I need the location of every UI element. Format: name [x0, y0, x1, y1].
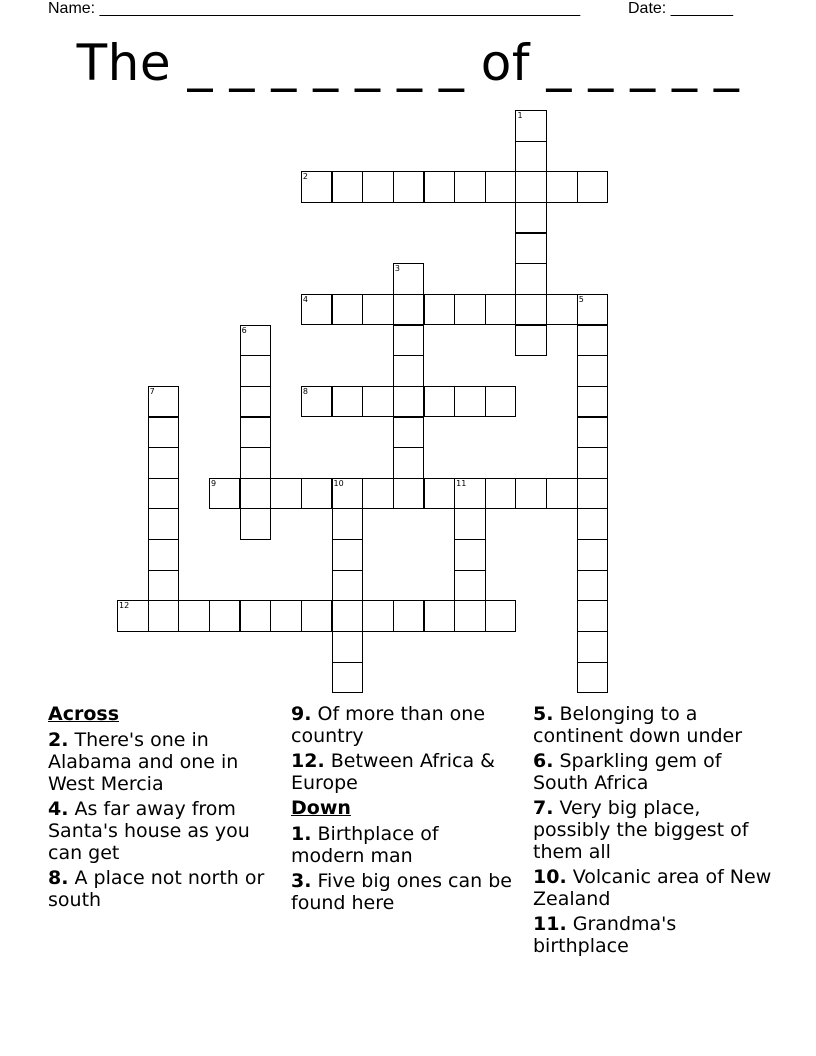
- grid-cell[interactable]: [301, 478, 333, 510]
- clue-number: 4.: [48, 798, 69, 820]
- grid-cell-number: 5: [578, 294, 584, 304]
- grid-cell[interactable]: [454, 539, 486, 571]
- clue-down-6: [533, 750, 773, 794]
- name-field-label: Name: ______________________________________________________: [48, 0, 581, 17]
- down-heading: Down: [291, 797, 351, 819]
- grid-cell[interactable]: [515, 233, 547, 265]
- grid-cell[interactable]: [332, 600, 364, 632]
- grid-cell[interactable]: [577, 355, 609, 387]
- grid-cell[interactable]: [515, 110, 547, 142]
- date-field-label: Date: _______: [628, 0, 733, 17]
- grid-cell[interactable]: [301, 386, 333, 418]
- grid-cell[interactable]: [148, 600, 180, 632]
- grid-cell[interactable]: [393, 355, 425, 387]
- grid-cell[interactable]: [332, 478, 364, 510]
- clue-number: 6.: [533, 750, 554, 772]
- grid-cell[interactable]: [577, 386, 609, 418]
- grid-cell[interactable]: [546, 171, 578, 203]
- grid-cell[interactable]: [332, 662, 364, 694]
- grid-cell[interactable]: [270, 478, 302, 510]
- clue-across-8: [48, 867, 273, 911]
- clue-number: 3.: [291, 870, 312, 892]
- grid-cell[interactable]: [332, 570, 364, 602]
- grid-cell[interactable]: [546, 478, 578, 510]
- grid-cell[interactable]: [148, 417, 180, 449]
- grid-cell[interactable]: [577, 417, 609, 449]
- clue-across-4: [48, 798, 273, 864]
- clue-across-12: [291, 750, 516, 794]
- grid-cell[interactable]: [424, 600, 456, 632]
- grid-cell[interactable]: [332, 294, 364, 326]
- grid-cell[interactable]: [485, 600, 517, 632]
- grid-cell[interactable]: [209, 478, 241, 510]
- grid-cell[interactable]: [515, 202, 547, 234]
- grid-cell[interactable]: [577, 447, 609, 479]
- grid-cell[interactable]: [148, 508, 180, 540]
- grid-cell[interactable]: [424, 294, 456, 326]
- grid-cell-number: 11: [456, 478, 467, 488]
- grid-cell[interactable]: [332, 539, 364, 571]
- clue-text: Grandma's birthplace: [533, 913, 677, 957]
- grid-cell[interactable]: [577, 294, 609, 326]
- clue-across-9: [291, 703, 516, 747]
- grid-cell-number: 10: [333, 478, 344, 488]
- clue-down-1: [291, 823, 516, 867]
- grid-cell[interactable]: [393, 600, 425, 632]
- grid-cell[interactable]: [362, 478, 394, 510]
- grid-cell[interactable]: [209, 600, 241, 632]
- clue-text: Between Africa & Europe: [291, 750, 495, 794]
- grid-cell[interactable]: [240, 325, 272, 357]
- grid-cell[interactable]: [515, 294, 547, 326]
- grid-cell[interactable]: [393, 171, 425, 203]
- grid-cell[interactable]: [332, 631, 364, 663]
- clues-column-3: [533, 703, 773, 960]
- clue-text: Five big ones can be found here: [291, 870, 512, 914]
- grid-cell[interactable]: [362, 171, 394, 203]
- clue-number: 2.: [48, 729, 69, 751]
- grid-cell[interactable]: [454, 294, 486, 326]
- grid-cell[interactable]: [515, 141, 547, 173]
- clue-text: Belonging to a continent down under: [533, 703, 743, 747]
- grid-cell[interactable]: [577, 478, 609, 510]
- grid-cell[interactable]: [393, 447, 425, 479]
- grid-cell[interactable]: [454, 478, 486, 510]
- clue-text: Sparkling gem of South Africa: [533, 750, 722, 794]
- grid-cell[interactable]: [148, 570, 180, 602]
- grid-cell[interactable]: [148, 386, 180, 418]
- grid-cell[interactable]: [485, 294, 517, 326]
- grid-cell[interactable]: [515, 325, 547, 357]
- grid-cell[interactable]: [301, 600, 333, 632]
- grid-cell[interactable]: [332, 171, 364, 203]
- grid-cell-number: 3: [394, 264, 400, 274]
- grid-cell[interactable]: [393, 325, 425, 357]
- grid-cell-number: 2: [302, 172, 308, 182]
- clue-text: Very big place, possibly the biggest of them all: [533, 797, 749, 863]
- grid-cell[interactable]: [515, 478, 547, 510]
- clue-across-2: [48, 729, 273, 795]
- grid-cell-number: 1: [517, 111, 523, 120]
- clue-down-5: [533, 703, 773, 747]
- clue-text: A place not north or south: [48, 867, 265, 911]
- clue-number: 5.: [533, 703, 554, 725]
- grid-cell[interactable]: [393, 478, 425, 510]
- grid-cell[interactable]: [577, 171, 609, 203]
- grid-cell[interactable]: [515, 171, 547, 203]
- page-title: The _ _ _ _ _ _ _ of _ _ _ _ _: [76, 34, 740, 92]
- grid-cell[interactable]: [454, 508, 486, 540]
- clue-text: As far away from Santa's house as you can get: [48, 798, 250, 864]
- grid-cell[interactable]: [148, 447, 180, 479]
- grid-cell[interactable]: [577, 539, 609, 571]
- clue-text: There's one in Alabama and one in West Mercia: [48, 729, 239, 795]
- grid-cell[interactable]: [332, 508, 364, 540]
- grid-cell[interactable]: [454, 600, 486, 632]
- across-heading: Across: [48, 703, 120, 725]
- clue-down-11: [533, 913, 773, 957]
- clue-down-3: [291, 870, 516, 914]
- grid-cell[interactable]: [454, 570, 486, 602]
- grid-cell[interactable]: [515, 263, 547, 295]
- clue-text: Volcanic area of New Zealand: [533, 866, 772, 910]
- grid-cell[interactable]: [240, 417, 272, 449]
- grid-cell-number: 6: [241, 325, 247, 335]
- grid-cell[interactable]: [485, 171, 517, 203]
- grid-cell[interactable]: [454, 171, 486, 203]
- clue-down-7: [533, 797, 773, 863]
- grid-cell[interactable]: [424, 478, 456, 510]
- grid-cell[interactable]: [240, 447, 272, 479]
- grid-cell[interactable]: [240, 386, 272, 418]
- clue-number: 11.: [533, 913, 567, 935]
- grid-cell[interactable]: [577, 600, 609, 632]
- grid-cell[interactable]: [117, 600, 149, 632]
- clues-column-1: [48, 703, 273, 914]
- grid-cell[interactable]: [485, 478, 517, 510]
- clue-down-10: [533, 866, 773, 910]
- grid-cell[interactable]: [454, 386, 486, 418]
- clue-number: 10.: [533, 866, 567, 888]
- grid-cell-number: 9: [210, 478, 217, 488]
- clue-number: 12.: [291, 750, 325, 772]
- grid-cell[interactable]: [332, 386, 364, 418]
- grid-cell[interactable]: [148, 539, 180, 571]
- clues-column-2: [291, 703, 516, 917]
- grid-cell[interactable]: [301, 171, 333, 203]
- grid-cell[interactable]: [240, 478, 272, 510]
- grid-cell[interactable]: [362, 600, 394, 632]
- grid-cell[interactable]: [577, 631, 609, 663]
- grid-cell[interactable]: [148, 478, 180, 510]
- grid-cell[interactable]: [362, 294, 394, 326]
- grid-cell[interactable]: [424, 171, 456, 203]
- clue-number: 7.: [533, 797, 554, 819]
- clue-number: 9.: [291, 703, 312, 725]
- grid-cell[interactable]: [301, 294, 333, 326]
- clue-number: 8.: [48, 867, 69, 889]
- grid-cell[interactable]: [577, 570, 609, 602]
- grid-cell-number: 7: [149, 386, 155, 396]
- grid-cell[interactable]: [577, 325, 609, 357]
- grid-cell-number: 4: [302, 294, 308, 304]
- grid-cell[interactable]: [424, 386, 456, 418]
- clue-text: Of more than one country: [291, 703, 486, 747]
- grid-cell[interactable]: [393, 263, 425, 295]
- grid-cell[interactable]: [240, 508, 272, 540]
- grid-cell[interactable]: [240, 355, 272, 387]
- grid-cell[interactable]: [546, 294, 578, 326]
- grid-cell[interactable]: [485, 386, 517, 418]
- grid-cell[interactable]: [577, 508, 609, 540]
- grid-cell[interactable]: [393, 294, 425, 326]
- grid-cell[interactable]: [393, 417, 425, 449]
- grid-cell[interactable]: [362, 386, 394, 418]
- grid-cell[interactable]: [178, 600, 210, 632]
- clue-number: 1.: [291, 823, 312, 845]
- clue-text: Birthplace of modern man: [291, 823, 439, 867]
- grid-cell[interactable]: [577, 662, 609, 694]
- grid-cell[interactable]: [240, 600, 272, 632]
- grid-cell-number: 8: [302, 386, 308, 396]
- grid-cell[interactable]: [393, 386, 425, 418]
- grid-cell[interactable]: [270, 600, 302, 632]
- grid-cell-number: 12: [119, 601, 130, 611]
